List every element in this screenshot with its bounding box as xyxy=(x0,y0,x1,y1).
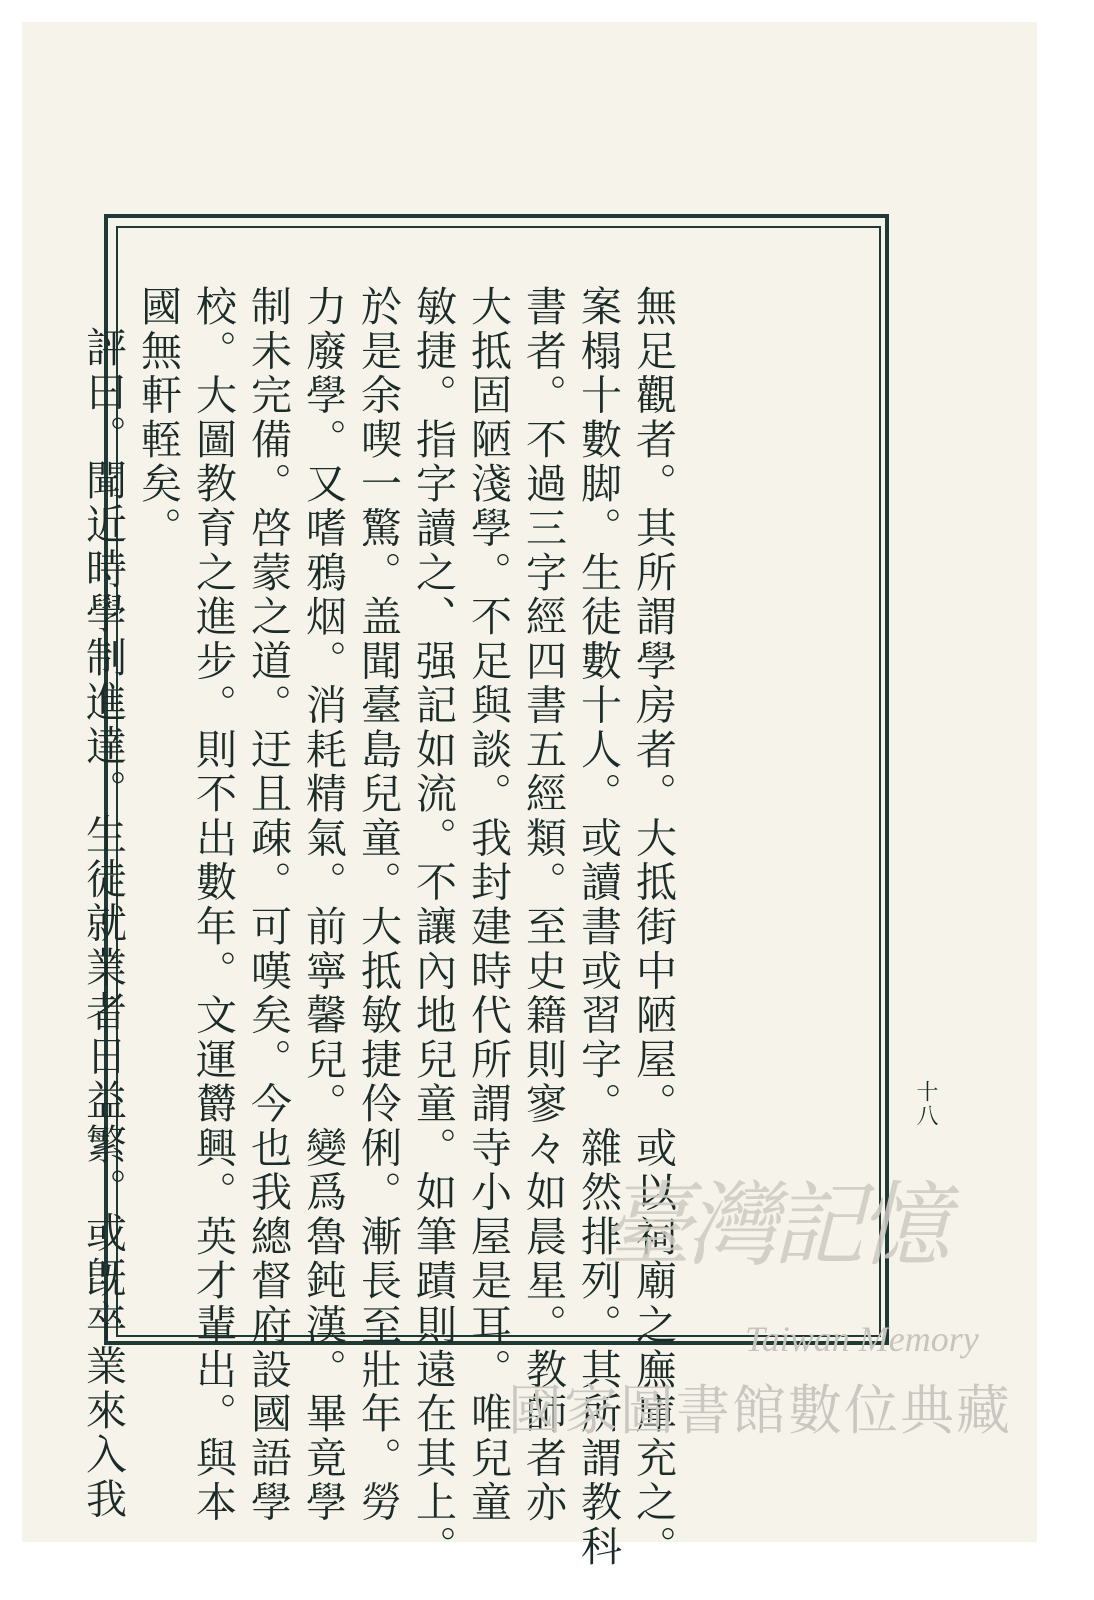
text-line-10: 國無軒輊矣。 xyxy=(134,285,182,551)
text-line-6: 於是余喫一驚。盖聞臺島兒童。大抵敏捷伶俐。漸長至壯年。勞 xyxy=(354,285,402,1525)
text-line-7: 力廢學。又嗜鴉烟。消耗精氣。前寧馨兒。變爲魯鈍漢。畢竟學 xyxy=(299,285,347,1525)
watermark-logo: 臺灣記憶 xyxy=(600,1172,945,1279)
commentary-line: 評曰。聞近時學制進達。生徒就業者日益繁。或旣卒業來入我 xyxy=(79,326,127,1522)
text-line-4: 大抵固陋淺學。不足與談。我封建時代所謂寺小屋是耳。唯兒童 xyxy=(464,285,512,1525)
text-line-9: 校。大圖教育之進步。則不出數年。文運欝興。英才輩出。與本 xyxy=(189,285,237,1525)
text-line-1: 無足觀者。其所謂學房者。大抵街中陋屋。或以祠廟之廡庫充之。 xyxy=(629,285,677,1570)
text-line-5: 敏捷。指字讀之、强記如流。不讓內地兒童。如筆蹟則遠在其上。 xyxy=(409,285,457,1570)
page-number: 十八 xyxy=(913,1080,938,1129)
text-line-3: 書者。不過三字經四書五經類。至史籍則寥々如晨星。教師者亦 xyxy=(519,285,567,1525)
text-line-8: 制未完備。啓蒙之道。迂且疎。可嘆矣。今也我總督府設國語學 xyxy=(244,285,292,1525)
text-line-2: 案榻十數脚。生徒數十人。或讀書或習字。雜然排列。其所謂教科 xyxy=(574,285,622,1570)
watermark-subtitle: Taiwan Memory xyxy=(745,1319,979,1359)
watermark-organization: 國家圖書館數位典藏 xyxy=(508,1379,1012,1442)
